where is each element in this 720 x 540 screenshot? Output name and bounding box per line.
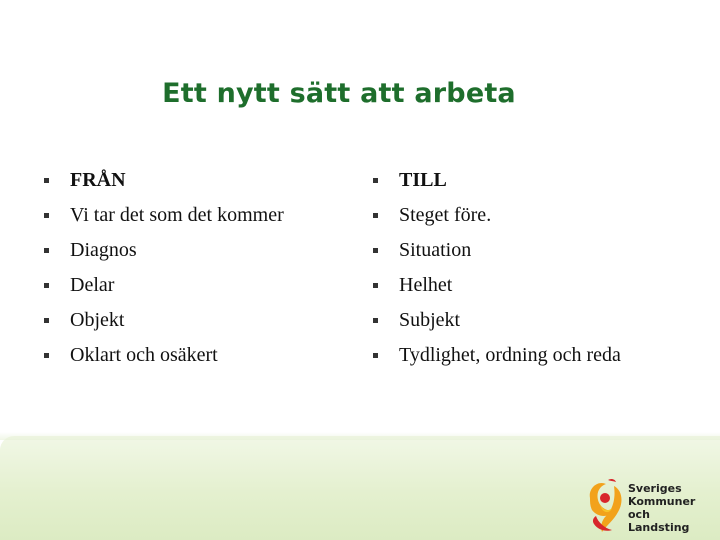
list-item bbox=[371, 303, 711, 338]
skl-logo-text bbox=[628, 482, 714, 534]
list-item bbox=[42, 338, 342, 373]
bullet-icon bbox=[44, 248, 49, 253]
from-item-text: Diagnos bbox=[70, 239, 137, 261]
logo-line: Kommuner bbox=[628, 495, 696, 508]
to-item-text: Situation bbox=[399, 239, 472, 261]
skl-figure-icon bbox=[584, 476, 626, 534]
skl-logo bbox=[584, 476, 714, 534]
to-column bbox=[371, 163, 711, 373]
list-item bbox=[42, 198, 342, 233]
list-item bbox=[371, 233, 711, 268]
list-item bbox=[371, 198, 711, 233]
from-item-text: Delar bbox=[70, 274, 115, 296]
to-item-text: Tydlighet, ordning och reda bbox=[399, 344, 621, 366]
logo-line: och Landsting bbox=[628, 508, 690, 534]
bullet-icon bbox=[373, 213, 378, 218]
list-item bbox=[371, 268, 711, 303]
slide-title: Ett nytt sätt att arbeta bbox=[162, 78, 516, 109]
list-item bbox=[42, 233, 342, 268]
list-item bbox=[371, 338, 711, 373]
to-item-text: Subjekt bbox=[399, 309, 461, 331]
bullet-icon bbox=[44, 318, 49, 323]
bullet-icon bbox=[44, 178, 49, 183]
bullet-icon bbox=[373, 283, 378, 288]
from-heading-item bbox=[42, 163, 342, 198]
from-item-text: Objekt bbox=[70, 309, 125, 331]
bullet-icon bbox=[373, 318, 378, 323]
to-item-text: Helhet bbox=[399, 274, 453, 296]
list-item bbox=[42, 268, 342, 303]
from-column bbox=[42, 163, 342, 373]
bullet-icon bbox=[44, 213, 49, 218]
bullet-icon bbox=[44, 353, 49, 358]
from-heading: FRÅN bbox=[70, 169, 126, 191]
to-heading: TILL bbox=[399, 169, 447, 191]
from-item-text: Oklart och osäkert bbox=[70, 344, 218, 366]
bullet-icon bbox=[44, 283, 49, 288]
logo-line: Sveriges bbox=[628, 482, 682, 495]
list-item bbox=[42, 303, 342, 338]
bullet-icon bbox=[373, 353, 378, 358]
to-heading-item bbox=[371, 163, 711, 198]
bullet-icon bbox=[373, 178, 378, 183]
bullet-icon bbox=[373, 248, 378, 253]
from-item-text: Vi tar det som det kommer bbox=[70, 204, 284, 226]
to-item-text: Steget före. bbox=[399, 204, 492, 226]
